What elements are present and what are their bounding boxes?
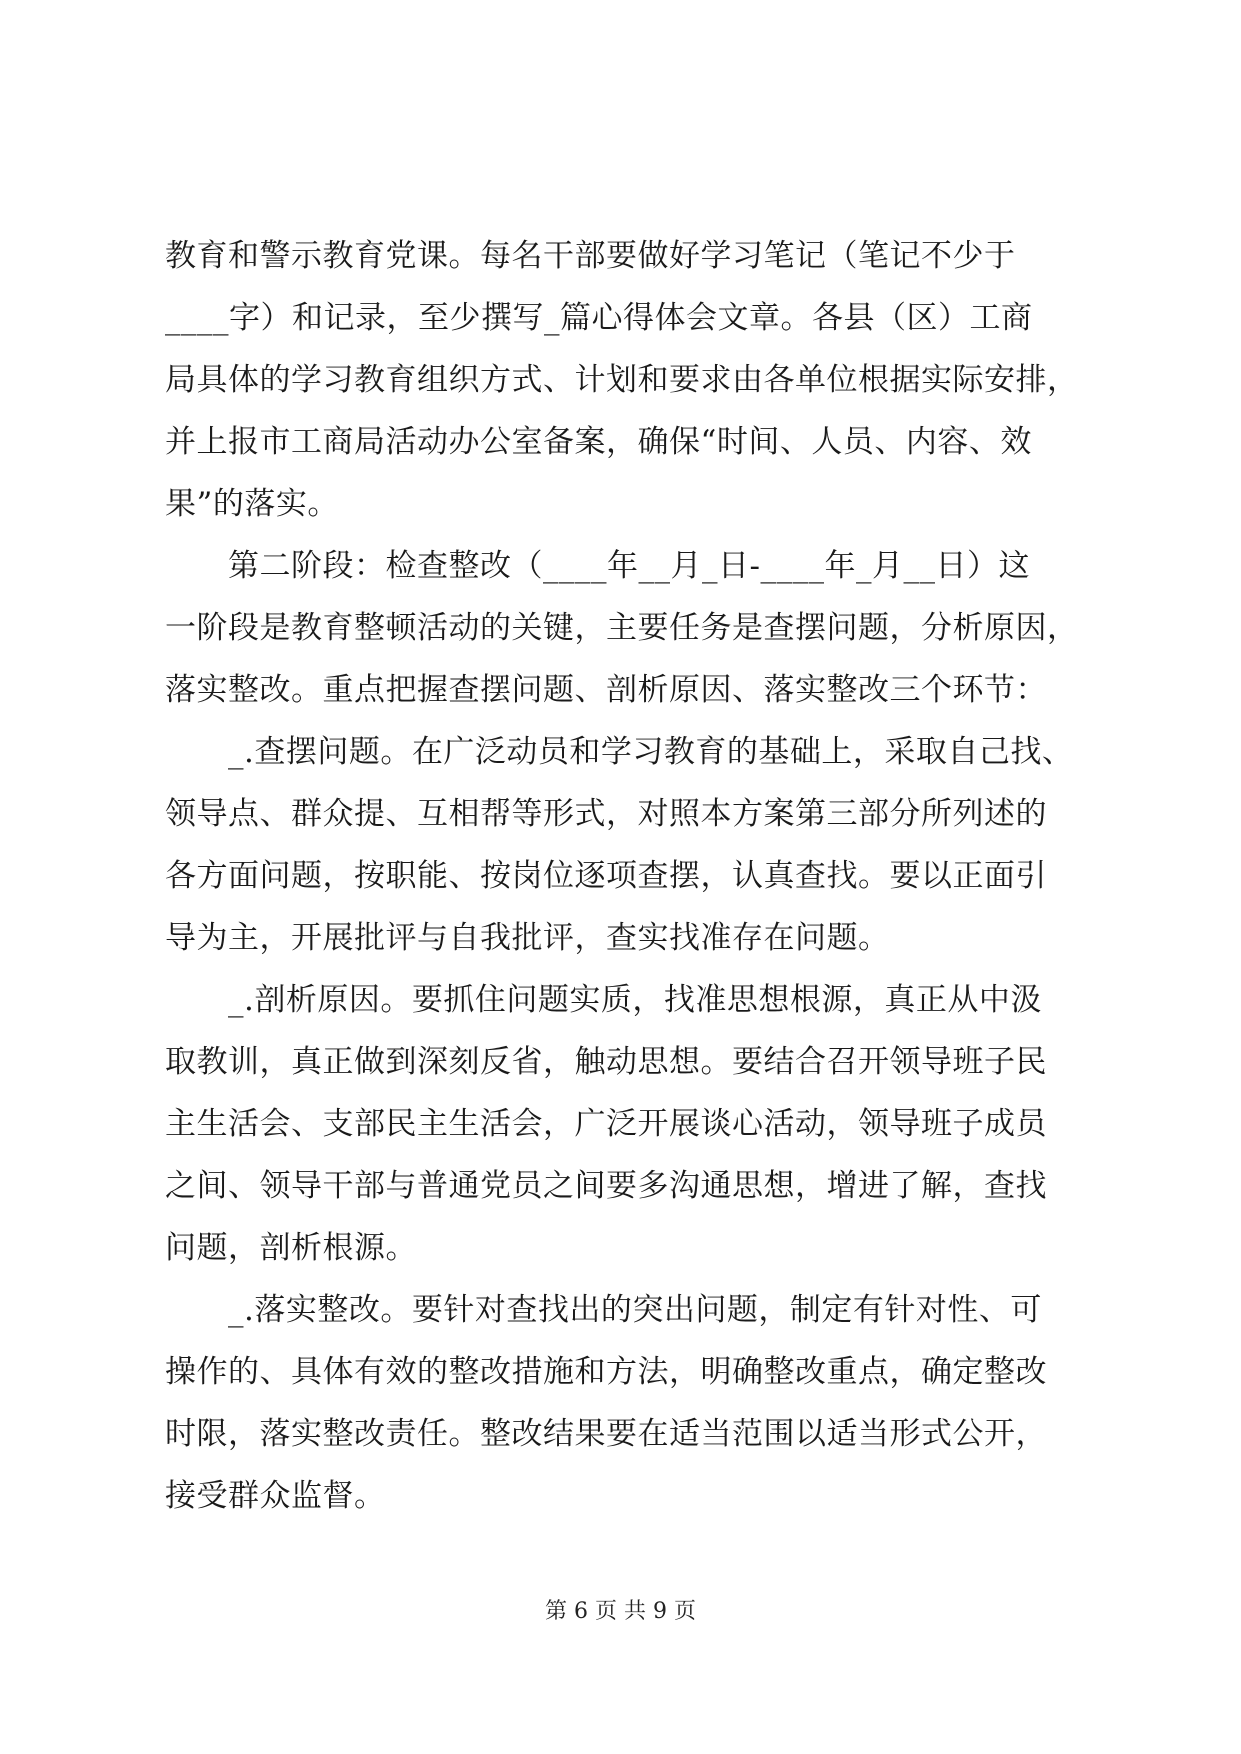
body-text-line: 局具体的学习教育组织方式、计划和要求由各单位根据实际安排， — [165, 362, 1079, 398]
body-text-line: 各方面问题，按职能、按岗位逐项查摆，认真查找。要以正面引 — [165, 858, 1047, 894]
page-number-footer: 第 6 页 共 9 页 — [545, 1599, 696, 1624]
body-text-line: 操作的、具体有效的整改措施和方法，明确整改重点，确定整改 — [165, 1354, 1047, 1390]
paragraph-first-line: _.剖析原因。要抓住问题实质，找准思想根源，真正从中汲 — [228, 982, 1042, 1018]
paragraph-first-line: _.落实整改。要针对查找出的突出问题，制定有针对性、可 — [228, 1292, 1042, 1328]
body-text-line: 并上报市工商局活动办公室备案，确保“时间、人员、内容、效 — [165, 424, 1032, 460]
body-text-line: 时限，落实整改责任。整改结果要在适当范围以适当形式公开， — [165, 1416, 1047, 1452]
body-text-line: 果”的落实。 — [165, 486, 339, 522]
body-text-line: 一阶段是教育整顿活动的关键，主要任务是查摆问题，分析原因， — [165, 610, 1079, 646]
body-text-line: 问题，剖析根源。 — [165, 1230, 417, 1266]
body-text-line: 落实整改。重点把握查摆问题、剖析原因、落实整改三个环节： — [165, 672, 1047, 708]
body-text-line: 之间、领导干部与普通党员之间要多沟通思想，增进了解，查找 — [165, 1168, 1047, 1204]
body-text-line: 领导点、群众提、互相帮等形式，对照本方案第三部分所列述的 — [165, 796, 1047, 832]
paragraph-first-line: _.查摆问题。在广泛动员和学习教育的基础上，采取自己找、 — [228, 734, 1074, 770]
body-text-line: 导为主，开展批评与自我批评，查实找准存在问题。 — [165, 920, 890, 956]
paragraph-first-line: 第二阶段：检查整改（____年__月_日-____年_月__日）这 — [228, 548, 1030, 584]
body-text-line: ____字）和记录，至少撰写_篇心得体会文章。各县（区）工商 — [165, 300, 1033, 336]
body-text-line: 取教训，真正做到深刻反省，触动思想。要结合召开领导班子民 — [165, 1044, 1047, 1080]
body-text-line: 教育和警示教育党课。每名干部要做好学习笔记（笔记不少于 — [165, 238, 1016, 274]
body-text-line: 主生活会、支部民主生活会，广泛开展谈心活动，领导班子成员 — [165, 1106, 1047, 1142]
body-text-line: 接受群众监督。 — [165, 1478, 386, 1514]
